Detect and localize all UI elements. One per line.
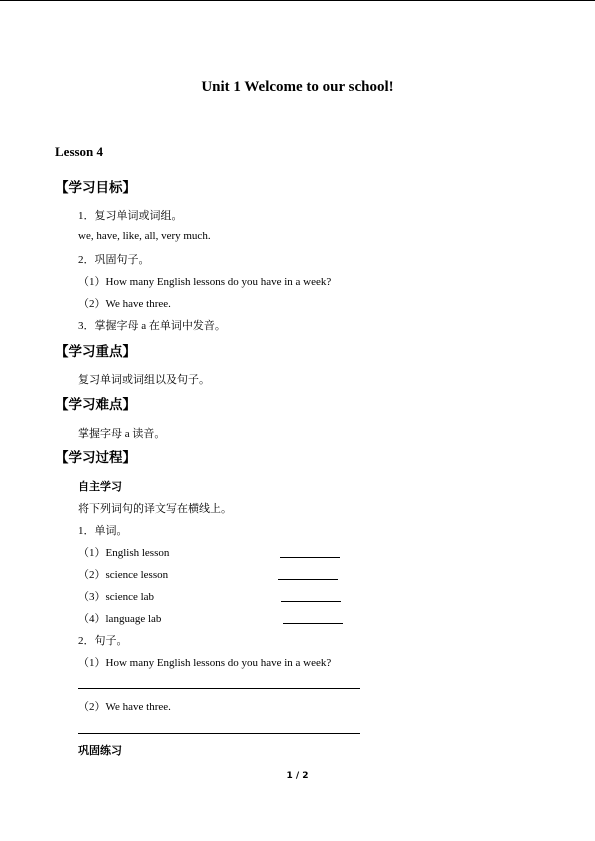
objective-item-1-words: we, have, like, all, very much. [78, 230, 211, 242]
objective-item-2-sentence-1: （1）How many English lessons do you have in a week? [78, 276, 332, 288]
sentence-item-2: （2）We have three. [78, 701, 171, 713]
answer-blank[interactable] [281, 601, 341, 602]
lesson-heading: Lesson 4 [55, 144, 104, 159]
key-points-text: 复习单词或词组以及句子。 [78, 374, 210, 386]
word-item: （4）language lab [78, 613, 162, 625]
difficulties-heading: 【学习难点】 [55, 397, 136, 413]
sentence-item-1: （1）How many English lessons do you have in a week? [78, 657, 332, 669]
word-item: （3）science lab [78, 591, 155, 603]
objective-item-2: 2．巩固句子。 [78, 254, 150, 266]
word-item: （2）science lesson [78, 569, 169, 581]
top-border [0, 0, 595, 1]
instruction-text: 将下列词句的译文写在横线上。 [78, 503, 232, 515]
answer-blank[interactable] [278, 579, 338, 580]
objective-item-2-sentence-2: （2）We have three. [78, 298, 171, 310]
document-title: Unit 1 Welcome to our school! [201, 79, 394, 95]
process-heading: 【学习过程】 [55, 450, 136, 466]
word-item: （1）English lesson [78, 547, 170, 559]
answer-line[interactable] [78, 733, 360, 734]
objective-item-3: 3．掌握字母 a 在单词中发音。 [78, 320, 226, 332]
objective-item-1: 1．复习单词或词组。 [78, 210, 183, 222]
answer-line[interactable] [78, 688, 360, 689]
practice-heading: 巩固练习 [78, 744, 122, 757]
sentences-label: 2．句子。 [78, 635, 128, 647]
answer-blank[interactable] [283, 623, 343, 624]
difficulties-text: 掌握字母 a 读音。 [78, 428, 166, 440]
key-points-heading: 【学习重点】 [55, 344, 136, 360]
page-number: 1 / 2 [286, 771, 309, 781]
objectives-heading: 【学习目标】 [55, 180, 136, 196]
words-label: 1．单词。 [78, 525, 128, 537]
self-study-heading: 自主学习 [78, 480, 122, 493]
answer-blank[interactable] [280, 557, 340, 558]
